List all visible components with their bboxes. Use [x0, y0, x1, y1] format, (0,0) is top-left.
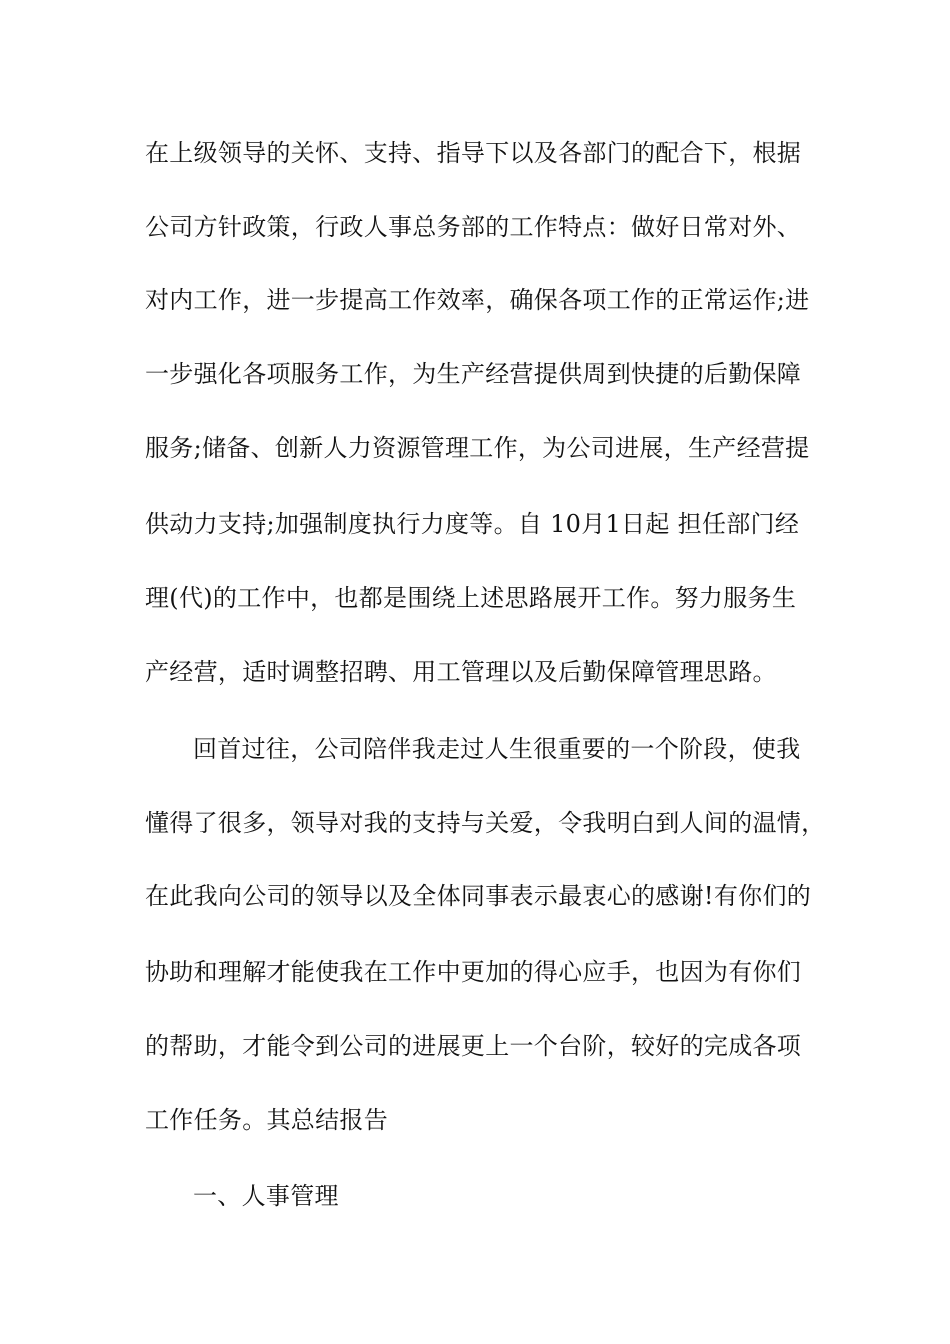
paragraph-2-line-2: 懂得了很多，领导对我的支持与关爱，令我明白到人间的温情， — [145, 809, 826, 837]
paragraph-1-line-6: 供动力支持;加强制度执行力度等。自 10月1日起 担任部门经 — [145, 510, 800, 538]
paragraph-1-line-3: 对内工作，进一步提高工作效率，确保各项工作的正常运作;进 — [145, 286, 810, 314]
paragraph-1-line-7: 理(代)的工作中，也都是围绕上述思路展开工作。努力服务生 — [145, 584, 797, 612]
paragraph-1-line-2: 公司方针政策，行政人事总务部的工作特点：做好日常对外、 — [145, 213, 802, 241]
section-heading: 一、人事管理 — [193, 1182, 339, 1210]
paragraph-2-line-6: 工作任务。其总结报告 — [145, 1106, 388, 1134]
paragraph-1-line-8: 产经营，适时调整招聘、用工管理以及后勤保障管理思路。 — [145, 658, 777, 686]
paragraph-2-line-5: 的帮助，才能令到公司的进展更上一个台阶，较好的完成各项 — [145, 1032, 802, 1060]
paragraph-2-line-4: 协助和理解才能使我在工作中更加的得心应手，也因为有你们 — [145, 958, 802, 986]
paragraph-1-line-5: 服务;储备、创新人力资源管理工作，为公司进展，生产经营提 — [145, 434, 810, 462]
paragraph-2-line-1: 回首过往，公司陪伴我走过人生很重要的一个阶段，使我 — [193, 735, 801, 763]
paragraph-1-line-4: 一步强化各项服务工作，为生产经营提供周到快捷的后勤保障 — [145, 360, 802, 388]
paragraph-2-line-3: 在此我向公司的领导以及全体同事表示最衷心的感谢!有你们的 — [145, 882, 812, 910]
paragraph-1-line-1: 在上级领导的关怀、支持、指导下以及各部门的配合下，根据 — [145, 139, 802, 167]
